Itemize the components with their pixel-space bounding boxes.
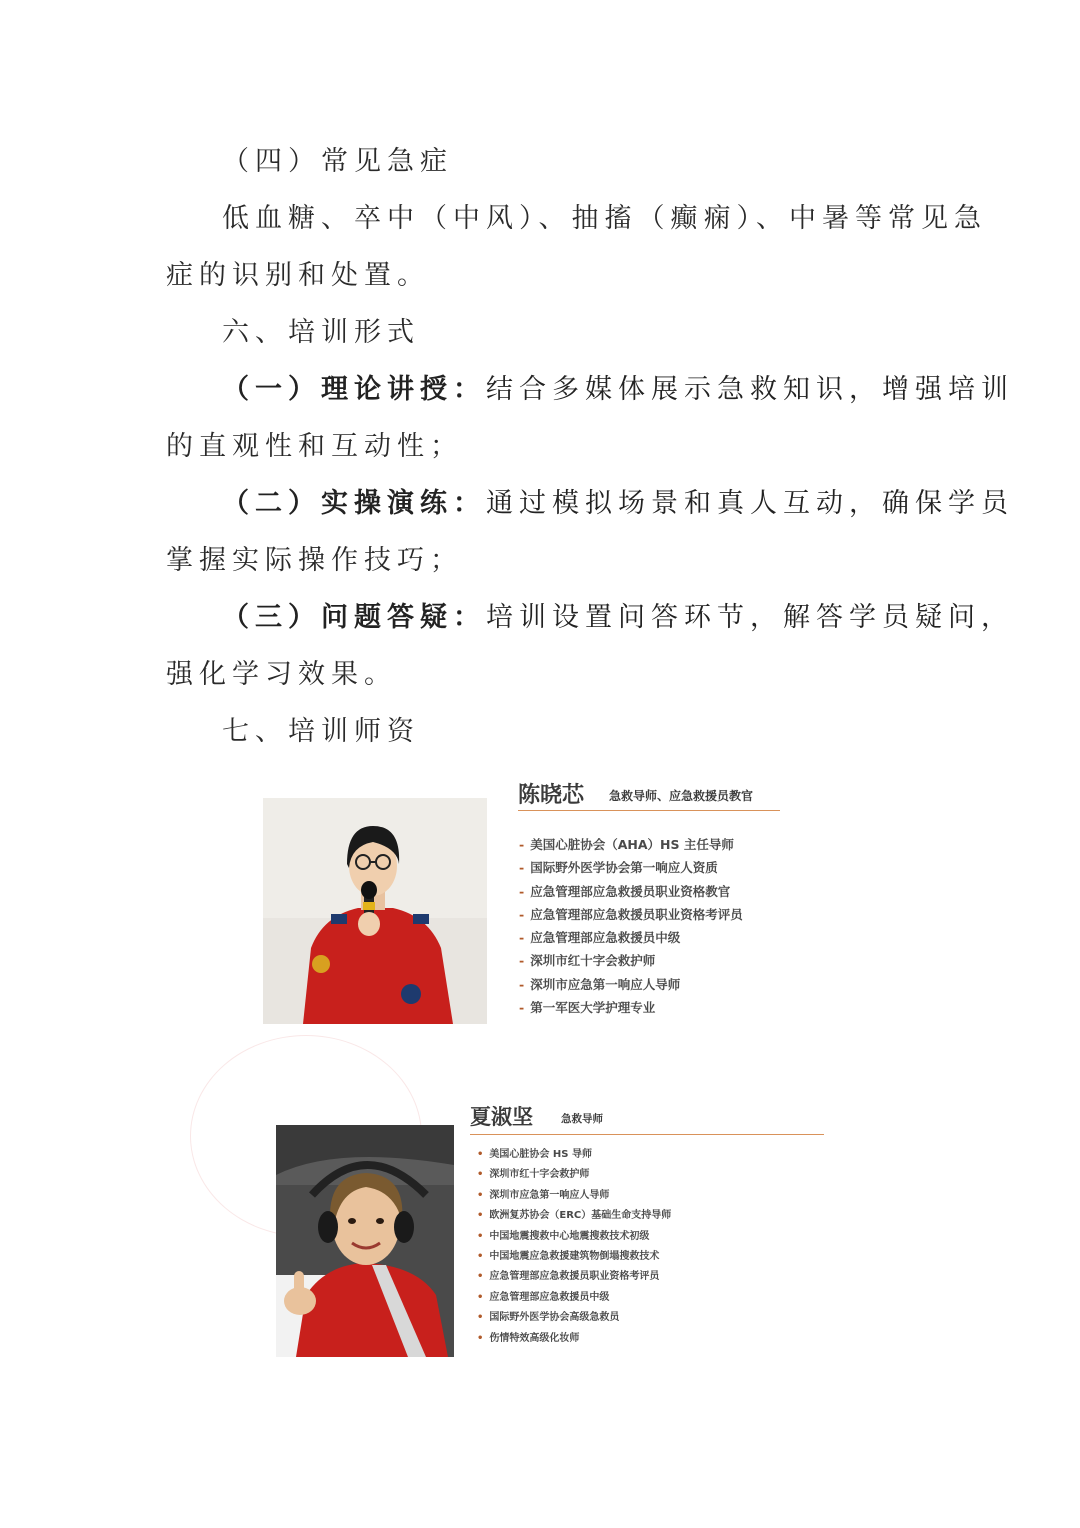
trainer-2-credentials bbox=[477, 1145, 671, 1349]
credential-item: • 国际野外医学协会高级急救员 bbox=[477, 1312, 620, 1324]
trainer-1-photo bbox=[263, 798, 487, 1024]
credential-item: • 伤情特效高级化妆师 bbox=[477, 1332, 580, 1344]
credential-item: • 应急管理部应急救援员中级 bbox=[477, 1291, 610, 1303]
credential-item: • 深圳市应急第一响应人导师 bbox=[477, 1189, 610, 1201]
credential-item: - 第一军医大学护理专业 bbox=[519, 1000, 656, 1016]
trainer-1-credentials bbox=[519, 833, 743, 1019]
trainer-2-divider bbox=[470, 1134, 824, 1135]
training-form-item-3 bbox=[222, 598, 1014, 638]
item-label: （二）实操演练： bbox=[222, 488, 486, 519]
item-text: 结合多媒体展示急救知识，增强培训 bbox=[486, 374, 1014, 405]
training-form-item-2 bbox=[222, 484, 1014, 524]
section7-heading: 七、培训师资 bbox=[222, 716, 420, 747]
credential-item: • 中国地震搜救中心地震搜救技术初级 bbox=[477, 1230, 650, 1242]
credential-item: - 深圳市红十字会救护师 bbox=[519, 953, 656, 969]
trainer-1-role: 急救导师、应急救援员教官 bbox=[609, 789, 754, 803]
trainer-2-photo bbox=[276, 1125, 454, 1357]
item-label: （三）问题答疑： bbox=[222, 602, 486, 633]
credential-item: - 国际野外医学协会第一响应人资质 bbox=[519, 860, 718, 876]
credential-item: - 美国心脏协会（AHA）HS 主任导师 bbox=[519, 837, 734, 852]
credential-item: • 应急管理部应急救援员职业资格考评员 bbox=[477, 1271, 660, 1283]
credential-item: • 美国心脏协会 HS 导师 bbox=[477, 1149, 592, 1160]
item-text: 培训设置问答环节，解答学员疑问， bbox=[486, 602, 1014, 633]
trainer-2-name: 夏淑坚 bbox=[470, 1105, 533, 1129]
item-label: （一）理论讲授： bbox=[222, 374, 486, 405]
section6-heading: 六、培训形式 bbox=[222, 317, 420, 348]
credential-item: • 中国地震应急救援建筑物倒塌搜救技术 bbox=[477, 1251, 660, 1263]
section4-text-line2: 症的识别和处置。 bbox=[166, 260, 430, 291]
training-form-item-2-line2: 掌握实际操作技巧； bbox=[166, 545, 463, 576]
training-form-item-1 bbox=[222, 370, 1014, 410]
credential-item: - 应急管理部应急救援员中级 bbox=[519, 930, 681, 946]
training-form-item-3-line2: 强化学习效果。 bbox=[166, 659, 397, 690]
trainer-1-name: 陈晓芯 bbox=[518, 783, 585, 808]
credential-item: - 应急管理部应急救援员职业资格教官 bbox=[519, 883, 731, 899]
trainer-1-divider bbox=[518, 810, 780, 811]
item-text: 通过模拟场景和真人互动，确保学员 bbox=[486, 488, 1014, 519]
credential-item: • 欧洲复苏协会（ERC）基础生命支持导师 bbox=[477, 1210, 672, 1222]
credential-item: - 深圳市应急第一响应人导师 bbox=[519, 976, 681, 992]
training-form-item-1-line2: 的直观性和互动性； bbox=[166, 431, 463, 462]
section4-text-line1: 低血糖、卒中（中风）、抽搐（癫痫）、中暑等常见急 bbox=[222, 203, 987, 234]
section4-heading: （四）常见急症 bbox=[222, 146, 453, 177]
credential-item: - 应急管理部应急救援员职业资格考评员 bbox=[519, 906, 743, 922]
credential-item: • 深圳市红十字会救护师 bbox=[477, 1169, 590, 1181]
trainer-2-role: 急救导师 bbox=[561, 1113, 603, 1125]
